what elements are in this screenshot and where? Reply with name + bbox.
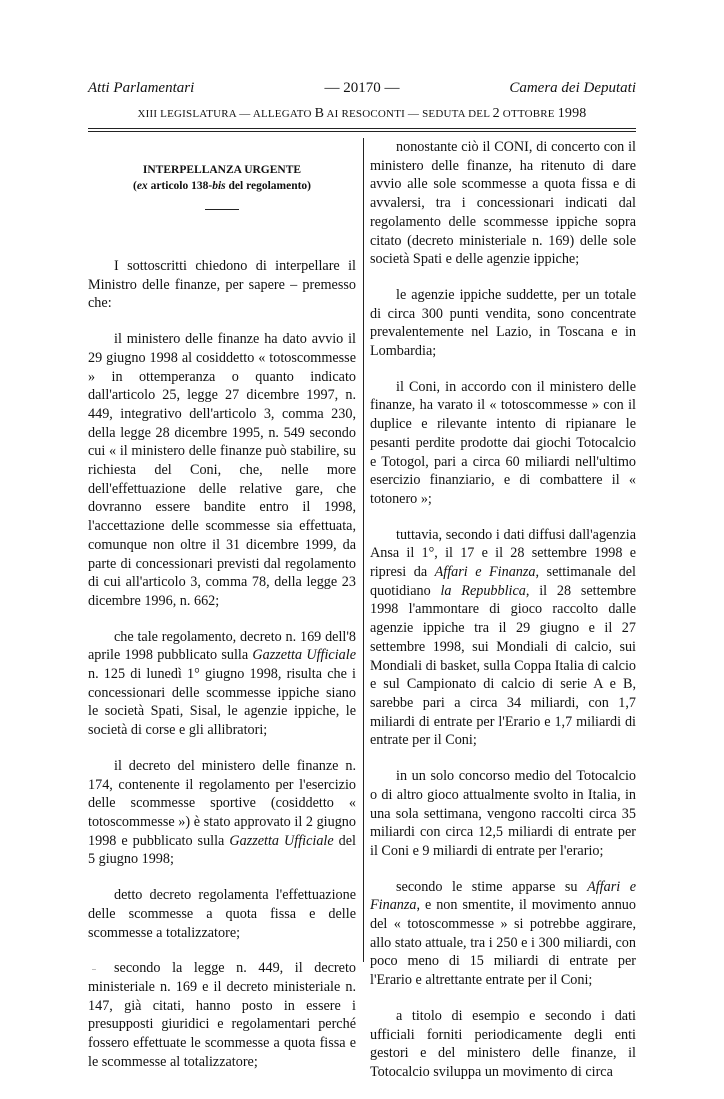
page-number: — 20170 — <box>324 80 400 96</box>
column-divider <box>363 138 364 962</box>
running-header <box>88 80 636 100</box>
sub-part3: AI RESOCONTI — SEDUTA DEL <box>324 108 493 120</box>
header-left: Atti Parlamentari <box>88 80 195 96</box>
paragraph: il Coni, in accordo con il ministero delle finanze, ha varato il « totoscommesse » con il duplice e rilevante intento di ripianare le pesanti perdite prodotte dai giochi Totocalcio e Totogol, pari a circa 60 miliardi nell'ultimo esercizio finanziario, e di combattere il « totonero »; <box>370 378 636 507</box>
sub-part6: 1998 <box>557 106 587 121</box>
paragraph: le agenzie ippiche suddette, per un totale di circa 300 punti vendita, sono concentrate prevalentemente nel Lazio, in Toscana e in Lombardia; <box>370 286 636 360</box>
paragraph: il ministero delle finanze ha dato avvio il 29 giugno 1998 al cosiddetto « totoscommesse » in ottemperanza o quanto indicato dall'articolo 25, legge 27 dicembre 1997, n. 449, integrativo dell'articolo 3, comma 230, della legge 28 dicembre 1995, n. 549 secondo cui « il ministero delle finanze può stabilire, su richiesta del Coni, che, nelle more dell'effettuazione delle relative gare, che dovranno essere bandite entro il 1998, l'accettazione delle scommesse sia effettuata, comunque non oltre il 31 dicembre 1999, da parte di concessionari previsti dal regolamento di cui all'articolo 3, comma 78, della legge 23 dicembre 1996, n. 662; <box>88 331 356 609</box>
legislature-line <box>88 106 636 122</box>
sub-part2: B <box>314 106 325 121</box>
section-title: INTERPELLANZA URGENTE <box>142 164 302 176</box>
header-rule-top <box>88 128 636 129</box>
paragraph: nonostante ciò il CONI, di concerto con il ministero delle finanze, ha ritenuto di dare avvio alle sole scommesse a quota fissa e di avvalersi, tra i concessionari indicati dal regolamento delle scommesse ippiche sopra citato (decreto ministeriale n. 169) delle sole società Spati e delle agenzie ippiche; <box>370 139 636 268</box>
paragraph: che tale regolamento, decreto n. 169 dell'8 aprile 1998 pubblicato sulla Gazzetta Ufficiale n. 125 di lunedì 1° giugno 1998, risulta che i concessionari delle scommesse ippiche siano le società Spati, Sisal, le agenzie ippiche, le società di corse e gli allibratori; <box>88 628 356 739</box>
section-subtitle: (ex articolo 138-bis del regolamento) <box>132 180 312 192</box>
paragraph: tuttavia, secondo i dati diffusi dall'agenzia Ansa il 1°, il 17 e il 28 settembre 1998 e ripresi da Affari e Finanza, settimanale del quotidiano la Repubblica, il 28 settembre 1998 l'ammontare di gioco raccolto dalle agenzie ippiche tra il 29 giugno e il 27 settembre 1998, sui Mondiali di calcio, sui Mondiali di basket, sulla Coppa Italia di calcio e sul Campionato di calcio di serie A e B, sarebbe pari a circa 34 miliardi, con 1,7 miliardi di entrate per l'Erario e 1,7 miliardi di entrate per il Coni; <box>370 526 636 749</box>
left-column <box>88 138 356 1088</box>
paragraph: I sottoscritti chiedono di interpellare il Ministro delle finanze, per sapere – premesso che: <box>88 258 356 312</box>
paragraph: secondo la legge n. 449, il decreto ministeriale n. 169 e il decreto ministeriale n. 147, già citati, hanno posto in essere i presupposti giuridici e regolamentari perché fossero effettuate le scommesse a quota fissa e le scommesse al totalizzatore; <box>88 960 356 1070</box>
header-rule-bottom <box>88 131 636 132</box>
paragraph: secondo le stime apparse su Affari e Finanza, e non smentite, il movimento annuo del « totoscommesse » si potrebbe aggirare, allo stato attuale, tra i 250 e i 300 miliardi, con poco meno di 15 miliardi di entrate per l'Erario e altrettante entrate per il Coni; <box>370 878 636 989</box>
margin-speck <box>92 969 96 970</box>
paragraph: a titolo di esempio e secondo i dati ufficiali forniti periodicamente degli enti gestori e del ministero delle finanze, il Totocalcio sviluppa un movimento di circa <box>370 1007 636 1080</box>
paragraph: detto decreto regolamenta l'effettuazione delle scommesse a quota fissa e delle scommesse a totalizzatore; <box>88 887 356 941</box>
right-column <box>370 138 636 1099</box>
sub-part4: 2 <box>492 106 500 121</box>
sub-part1: XIII LEGISLATURA — ALLEGATO <box>137 108 315 120</box>
paragraph: il decreto del ministero delle finanze n. 174, contenente il regolamento per l'esercizio delle scommesse sportive (cosiddetto « totoscommesse ») è stato approvato il 2 giugno 1998 e pubblicato sulla Gazzetta Ufficiale del 5 giugno 1998; <box>88 757 356 868</box>
sub-part5: OTTOBRE <box>499 108 558 120</box>
header-right: Camera dei Deputati <box>509 80 636 96</box>
paragraph: in un solo concorso medio del Totocalcio o di altro gioco attualmente svolto in Italia, in una sola settimana, vengono raccolti circa 35 miliardi con circa 12,5 miliardi di entrate per il Coni e 9 miliardi di entrate per l'erario; <box>370 768 636 859</box>
